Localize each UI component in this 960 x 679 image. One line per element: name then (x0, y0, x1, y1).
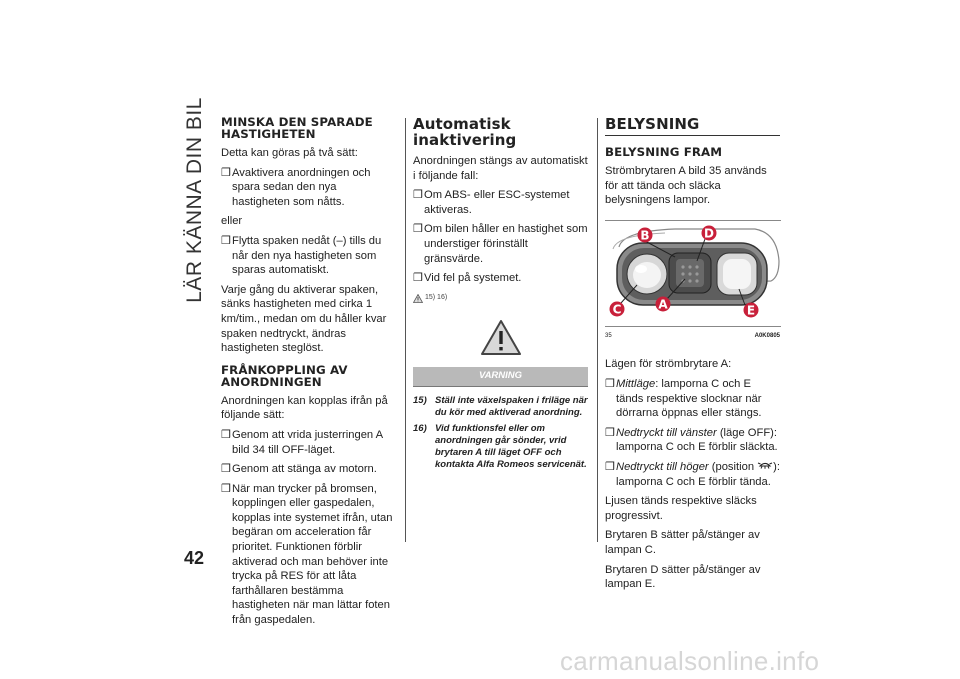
checkbox-bullet-icon: ❒ (221, 166, 232, 179)
paragraph: eller (221, 215, 243, 228)
paragraph: Anordningen kan kopplas ifrån på följande sätt: (221, 394, 388, 422)
warning-list (413, 395, 588, 471)
list-item: ❒ Vid fel på systemet. (413, 272, 522, 285)
list-item: ❒ Nedtryckt till vänster (läge OFF): lamporna C och E förblir släckta. (605, 426, 778, 454)
section-heading: BELYSNING (605, 115, 700, 133)
list-item: ❒ Nedtryckt till höger (position ): lamporna C och E förblir tända. (605, 460, 781, 488)
watermark: carmanualsonline.info (560, 646, 820, 676)
paragraph: Brytaren D sätter på/stänger av lampan E. (605, 563, 761, 591)
column-divider (405, 118, 406, 542)
list-item: ❒ Flytta spaken nedåt (–) tills du når den nya hastigheten som sparas automatiskt. (221, 234, 382, 277)
warning-reference: 15) 16) (413, 291, 588, 306)
paragraph: Lägen för strömbrytare A: (605, 358, 732, 371)
page-number: 42 (184, 548, 205, 568)
label-a: A (658, 297, 668, 312)
label-b: B (640, 228, 650, 243)
checkbox-bullet-icon: ❒ (221, 428, 232, 441)
heading-disengage: FRÅNKOPPLING AV ANORDNINGEN (221, 362, 348, 389)
checkbox-bullet-icon: ❒ (413, 272, 424, 285)
checkbox-bullet-icon: ❒ (605, 460, 616, 473)
heading-front-lights: BELYSNING FRAM (605, 145, 723, 159)
checkbox-bullet-icon: ❒ (605, 377, 616, 390)
figure-caption: 35 A0K0805 (605, 332, 780, 339)
label-e: E (746, 303, 756, 318)
paragraph: Brytaren B sätter på/stänger av lampan C. (605, 529, 760, 556)
list-item: ❒ När man trycker på bromsen, kopplingen eller gaspedalen, kopplas inte systemet ifrån, utan begäran om acceleration får prioritet. Funktionen förblir aktiverad och man behöver inte trycka på RES för att låta farthållaren bestämma hastigheten när man lättar foten från gaspedalen. (221, 482, 393, 627)
paragraph: Ljusen tänds respektive släcks progressivt. (605, 495, 757, 522)
column-1 (221, 116, 396, 633)
list-item: ❒ Mittläge: lamporna C och E tänds respektive slocknar när dörrarna öppnas eller stängs. (605, 377, 762, 420)
lamp-on-icon (757, 460, 773, 469)
checkbox-bullet-icon: ❒ (221, 463, 232, 476)
side-chapter-title: LÄR KÄNNA DIN BIL (183, 97, 206, 303)
warning-triangle-icon (413, 319, 588, 361)
checkbox-bullet-icon: ❒ (221, 234, 232, 247)
checkbox-bullet-icon: ❒ (221, 482, 232, 495)
warning-banner: VARNING (413, 367, 588, 387)
list-item: ❒ Om ABS- eller ESC-systemet aktiveras. (413, 189, 570, 216)
checkbox-bullet-icon: ❒ (413, 223, 424, 236)
label-c: C (612, 302, 622, 317)
column-2 (413, 116, 588, 475)
column-divider (597, 118, 598, 542)
paragraph: Varje gång du aktiverar spaken, sänks hastigheten med cirka 1 km/tim., medan om du håller kvar spaken nedtryckt, ändras hastigheten steglöst. (221, 283, 387, 355)
heading-auto-deactivation: Automatisk inaktivering (413, 115, 517, 149)
list-item: ❒ Genom att stänga av motorn. (221, 463, 377, 476)
warning-item: 15) Ställ inte växelspaken i friläge när du kör med aktiverad anordning. (413, 394, 588, 418)
heading-reduce-speed: MINSKA DEN SPARADE HASTIGHETEN (221, 115, 373, 141)
courtesy-light-illustration (605, 221, 781, 326)
checkbox-bullet-icon: ❒ (413, 189, 424, 202)
small-warning-icon (413, 294, 423, 303)
list-item: ❒ Genom att vrida justerringen A bild 34 till OFF-läget. (221, 428, 383, 456)
checkbox-bullet-icon: ❒ (605, 426, 616, 439)
label-d: D (704, 226, 714, 241)
paragraph: Strömbrytaren A bild 35 används för att tända och släcka belysningens lampor. (605, 165, 767, 207)
section-heading-wrap (605, 116, 780, 136)
paragraph: Anordningen stängs av automatiskt i följande fall: (413, 155, 588, 182)
figure-35 (605, 220, 781, 327)
list-item: ❒ Om bilen håller en hastighet som understiger förinställt gränsvärde. (413, 223, 588, 265)
paragraph: Detta kan göras på två sätt: (221, 147, 358, 159)
warning-item: 16) Vid funktionsfel eller om anordningen går sönder, vrid brytaren A till läget OFF och kontakta Alfa Romeos servicenät. (413, 422, 587, 470)
column-3 (605, 116, 780, 597)
list-item: ❒ Avaktivera anordningen och spara sedan den nya hastigheten som nåtts. (221, 166, 371, 208)
